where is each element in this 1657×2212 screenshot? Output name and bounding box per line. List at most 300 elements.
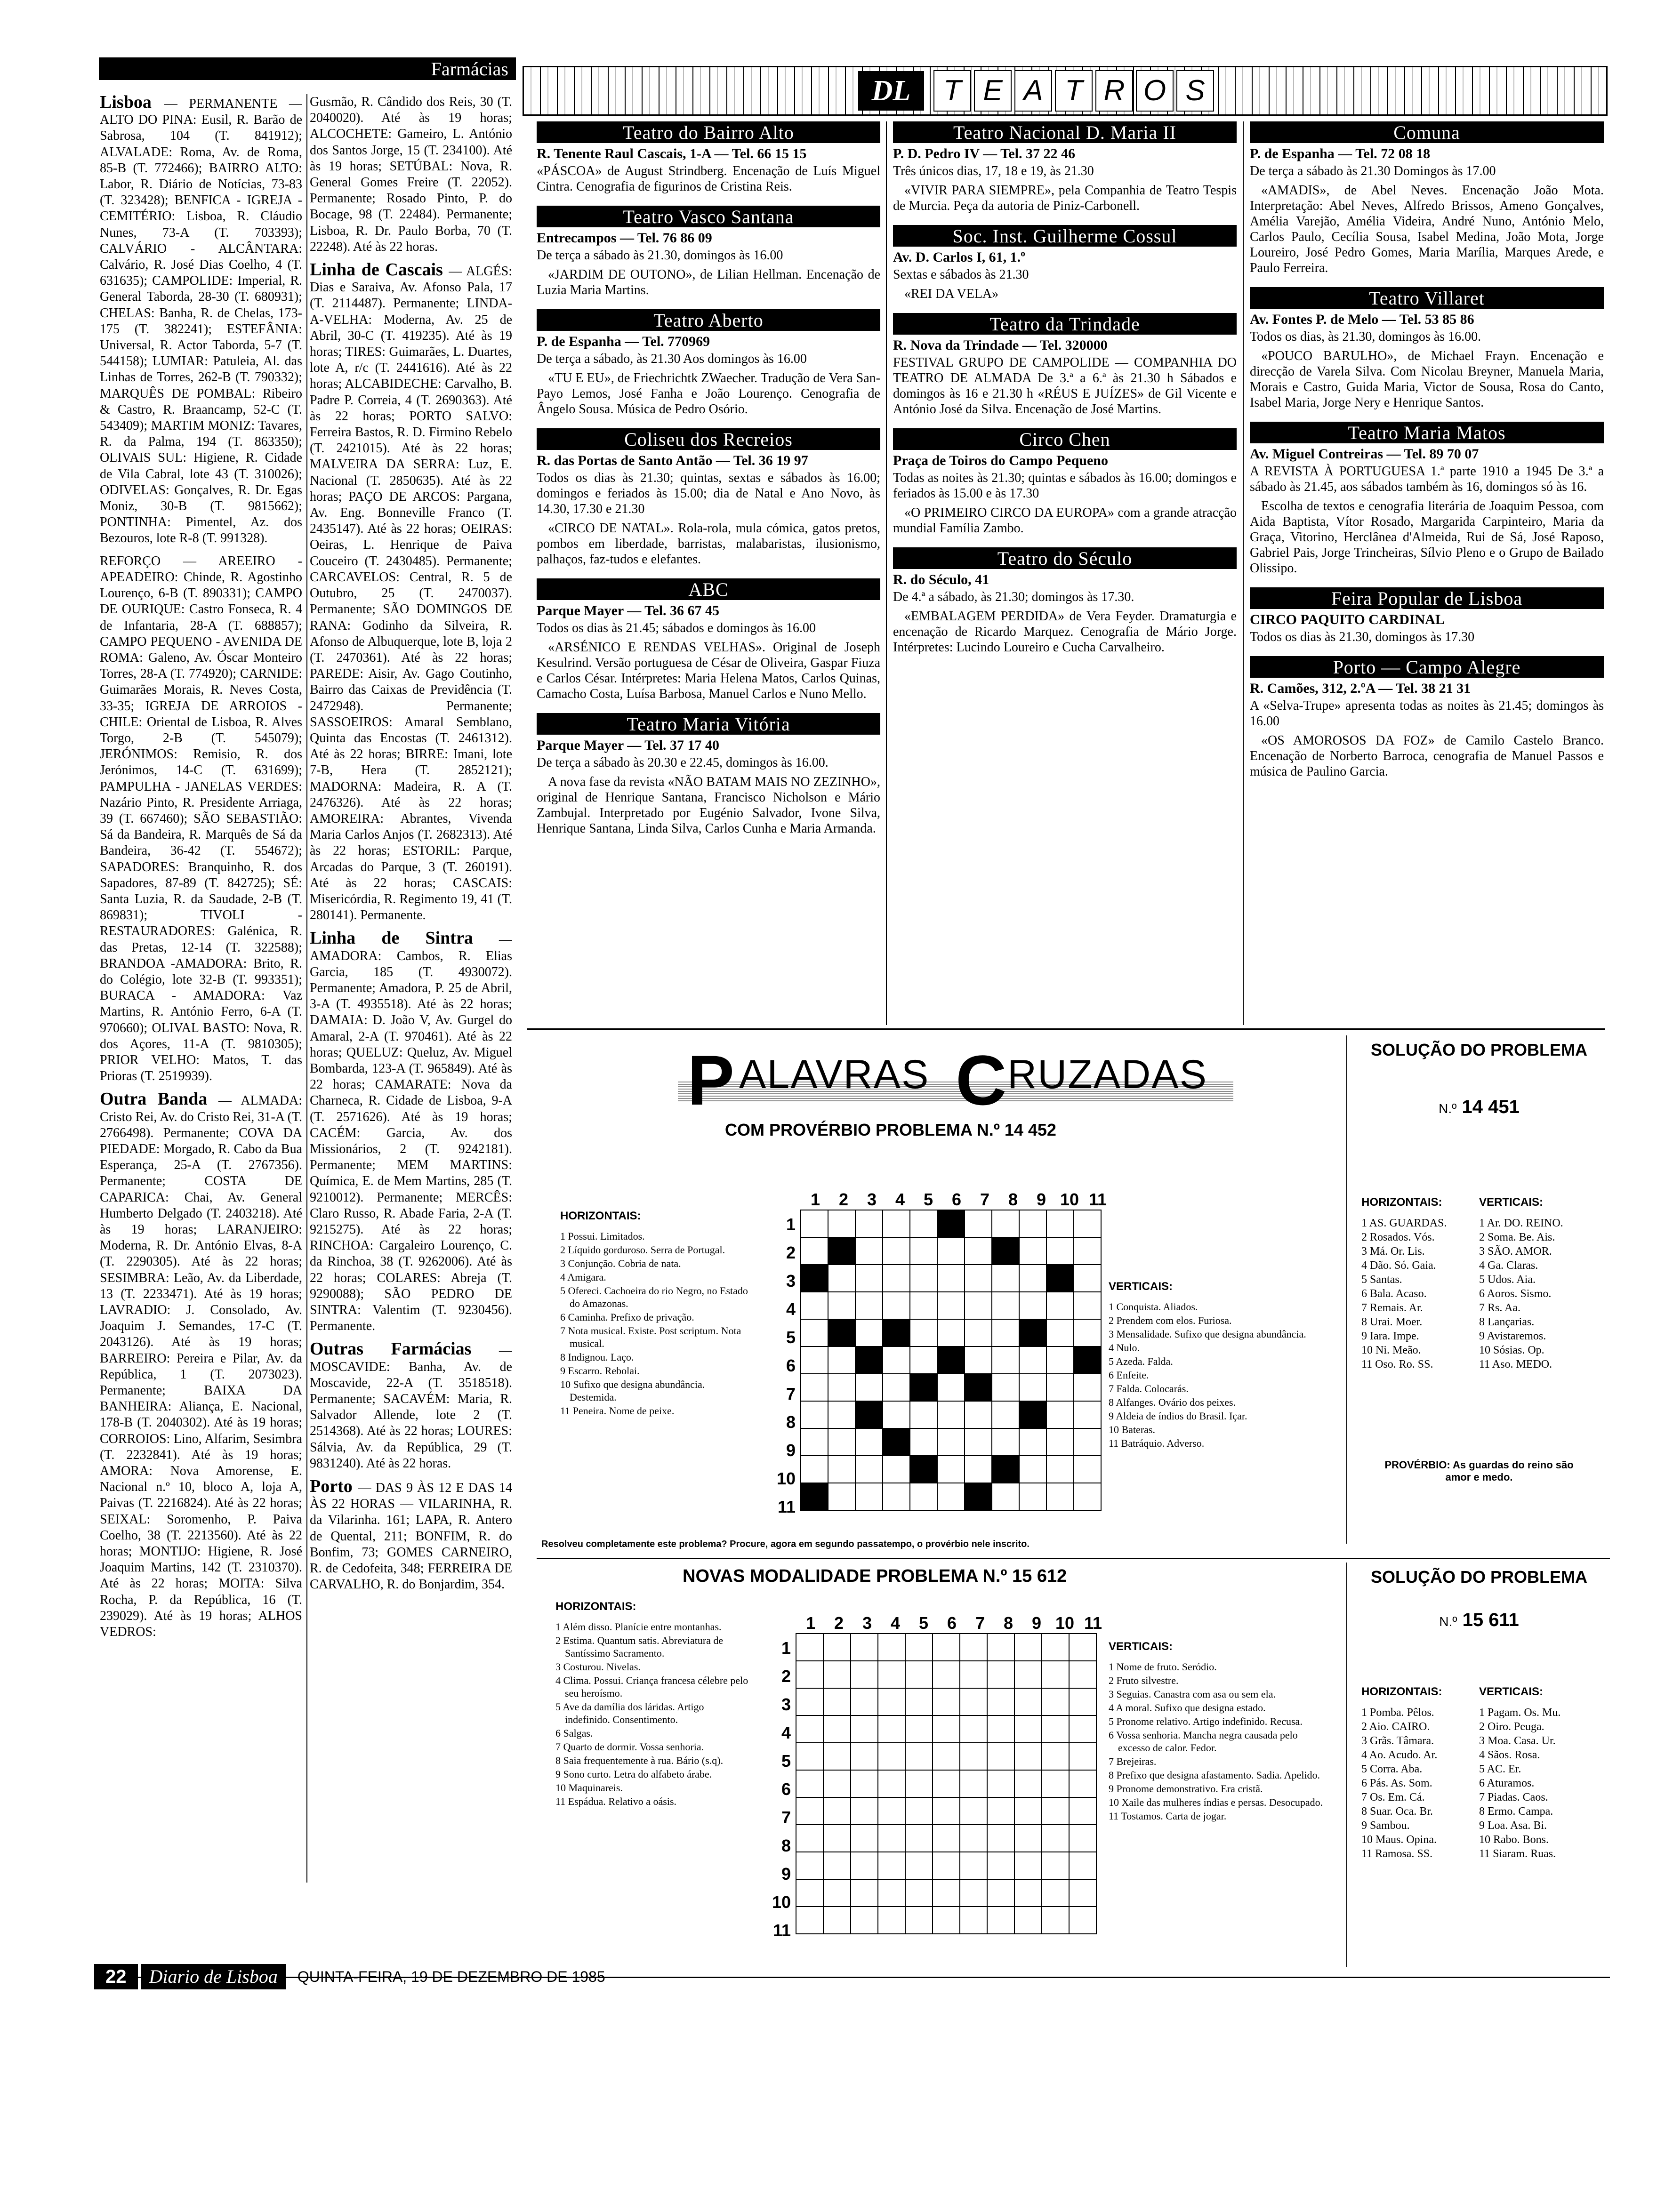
grid-cell[interactable] xyxy=(992,1265,1019,1292)
grid-cell[interactable] xyxy=(933,1879,960,1907)
clue-vertical: 5 Pronome relativo. Artigo indefinido. Recusa. xyxy=(1109,1715,1303,1727)
row-number: 8 xyxy=(781,1836,791,1855)
grid-cell[interactable] xyxy=(960,1770,987,1797)
grid-cell[interactable] xyxy=(1019,1265,1046,1292)
theatre-header: Teatro Aberto xyxy=(537,309,880,331)
grid-cell[interactable] xyxy=(992,1401,1019,1428)
grid-cell[interactable] xyxy=(883,1401,910,1428)
grid-cell[interactable] xyxy=(851,1715,878,1743)
solution-vertical: 10 Rabo. Bons. xyxy=(1479,1834,1549,1846)
grid-cell[interactable] xyxy=(851,1907,878,1934)
crossword-2-subtitle: NOVAS MODALIDADE PROBLEMA N.º 15 612 xyxy=(683,1566,1067,1586)
grid-cell[interactable] xyxy=(937,1401,965,1428)
grid-cell[interactable] xyxy=(823,1715,851,1743)
grid-cell[interactable] xyxy=(987,1797,1014,1825)
pharmacy-list: REFORÇO — AREEIRO -APEADEIRO: Chinde, R. Agostinho Lourenço, 6-B (T. 890331); CAMPO DE OURIQUE: Castro Fonseca, R. 4 de Infantaria, 28-A (T. 688857); CAMPO PEQUENO - AVENIDA DE ROMA: Galeno, Av. Óscar Monteiro Torres, 28-A (T. 774920); CARNIDE: Guimarães Morais, R. Neves Costa, 33-35; IGREJA DE ARROIOS - CHILE: Oriental de Lisboa, R. Alves Torgo, 2-B (T. 545079); JERÓNIMOS: Remisio, R. dos Jerónimos, 14-C (T. 631699); PAMPULHA - JANELAS VERDES: Nazário Pinto, R. Presidente Arriaga, 39 (T. 667460); SÃO SEBASTIÃO: Sá da Bandeira, R. Marquês de Sá da Bandeira, 36-42 (T. 554672); SAPADORES: Branquinho, R. dos Sapadores, 87-89 (T. 842725); SÉ: Santa Luzia, R. da Saudade, 2-B (T. 869831); TIVOLI - RESTAURADORES: Galénica, R. das Pretas, 12-14 (T. 322588); BRANDOA -AMADORA: Brito, R. do Colégio, lote 32-B (T. 993351); BURACA - AMADORA: Vaz Martins, R. António Ferro, 6-A (T. 970660); OLIVAL BASTO: Nova, R. dos Açores, 11-A (T. 9810305); PRIOR VELHO: Matos, T. das Prioras (T. 2519939). xyxy=(100,553,302,1084)
crossword-1-subtitle: COM PROVÉRBIO PROBLEMA N.º 14 452 xyxy=(725,1120,1056,1139)
column-number: 8 xyxy=(1003,1613,1014,1633)
grid-cell[interactable] xyxy=(828,1374,855,1401)
grid-cell[interactable] xyxy=(828,1428,855,1456)
theatre-header: Circo Chen xyxy=(893,428,1237,450)
grid-cell[interactable] xyxy=(801,1237,828,1265)
grid-cell[interactable] xyxy=(883,1292,910,1319)
grid-cell[interactable] xyxy=(828,1292,855,1319)
grid-cell[interactable] xyxy=(1014,1825,1042,1852)
grid-cell[interactable] xyxy=(823,1661,851,1688)
grid-cell[interactable] xyxy=(1074,1401,1101,1428)
crossword-title: P ALAVRAS C RUZADAS xyxy=(678,1045,1196,1106)
grid-cell[interactable] xyxy=(796,1634,823,1661)
grid-cell[interactable] xyxy=(851,1879,878,1907)
theatre-info: De terça a sábado às 21.30 Domingos às 17.00 xyxy=(1250,164,1496,178)
grid-cell[interactable] xyxy=(1042,1688,1069,1715)
grid-cell[interactable] xyxy=(878,1907,905,1934)
crossword-2 xyxy=(537,1563,1337,1967)
grid-cell[interactable] xyxy=(878,1661,905,1688)
grid-cell[interactable] xyxy=(1042,1743,1069,1770)
grid-cell[interactable] xyxy=(851,1688,878,1715)
grid-cell[interactable] xyxy=(796,1743,823,1770)
grid-cell[interactable] xyxy=(965,1210,992,1237)
grid-cell[interactable] xyxy=(801,1428,828,1456)
grid-cell[interactable] xyxy=(1069,1715,1096,1743)
grid-cell[interactable] xyxy=(1069,1634,1096,1661)
row-number: 2 xyxy=(781,1667,791,1686)
crossword-1-column-numbers xyxy=(801,1190,1112,1210)
grid-cell[interactable] xyxy=(883,1456,910,1483)
clue-horizontal: 5 Ofereci. Cachoeira do rio Negro, no Estado do Amazonas. xyxy=(560,1285,748,1309)
pharmacy-region: Linha de Sintra xyxy=(310,928,499,948)
grid-cell[interactable] xyxy=(1014,1743,1042,1770)
grid-cell[interactable] xyxy=(1046,1428,1074,1456)
grid-cell[interactable] xyxy=(801,1456,828,1483)
grid-cell[interactable] xyxy=(1074,1319,1101,1346)
banner-letter: O xyxy=(1136,70,1174,112)
grid-cell[interactable] xyxy=(1074,1265,1101,1292)
grid-cell[interactable] xyxy=(910,1428,937,1456)
clue-vertical: 6 Enfeite. xyxy=(1109,1369,1149,1381)
grid-cell[interactable] xyxy=(801,1292,828,1319)
crossword-1-verticais: VERTICAIS: 1 Conquista. Aliados. 2 Prendem com elos. Furiosa. 3 Mensalidade. Sufixo que designa abundância. 4 Nulo. 5 Azeda. Falda. 6 Enfeite. 7 Falda. Colocarás. 8 Alfanges. Ovário dos peixes. 9 Aldeia de índios do Brasil. Içar. 10 Bateras. 11 Batráquio. Adverso. xyxy=(1109,1280,1316,1451)
column-number: 4 xyxy=(890,1613,901,1633)
solution-horizontal: 9 Sambou. xyxy=(1361,1819,1410,1832)
grid-cell[interactable] xyxy=(1069,1879,1096,1907)
clue-vertical: 4 A moral. Sufixo que designa estado. xyxy=(1109,1702,1266,1714)
grid-cell[interactable] xyxy=(801,1346,828,1374)
farmacias-header: Farmácias xyxy=(99,57,516,80)
grid-cell[interactable] xyxy=(1074,1374,1101,1401)
grid-cell[interactable] xyxy=(883,1483,910,1510)
grid-cell[interactable] xyxy=(987,1715,1014,1743)
grid-cell[interactable] xyxy=(992,1374,1019,1401)
theatre-info: Todos os dias às 21.30; quintas, sextas e sábados às 16.00; domingos e feriados às 15.00; dia de Natal e Ano Novo, às 14.30, 17.30 e 21.30 xyxy=(537,471,880,516)
theatre-header: Teatro Villaret xyxy=(1250,287,1604,309)
grid-cell[interactable] xyxy=(883,1237,910,1265)
grid-cell[interactable] xyxy=(828,1401,855,1428)
pharmacy-region: Linha de Cascais xyxy=(310,260,449,280)
grid-cell[interactable] xyxy=(905,1661,933,1688)
black-cell xyxy=(1019,1401,1046,1428)
solution-horizontal: 4 Dão. Só. Gaia. xyxy=(1361,1259,1436,1272)
grid-cell[interactable] xyxy=(1046,1346,1074,1374)
grid-cell[interactable] xyxy=(987,1852,1014,1879)
grid-cell[interactable] xyxy=(933,1715,960,1743)
grid-cell[interactable] xyxy=(910,1237,937,1265)
banner-letter: E xyxy=(974,70,1012,112)
column-number: 2 xyxy=(834,1613,844,1633)
grid-cell[interactable] xyxy=(796,1770,823,1797)
grid-cell[interactable] xyxy=(1014,1852,1042,1879)
grid-cell[interactable] xyxy=(855,1265,883,1292)
grid-cell[interactable] xyxy=(905,1634,933,1661)
grid-cell[interactable] xyxy=(910,1319,937,1346)
grid-cell[interactable] xyxy=(828,1483,855,1510)
grid-cell[interactable] xyxy=(905,1879,933,1907)
grid-cell[interactable] xyxy=(1074,1210,1101,1237)
grid-cell[interactable] xyxy=(965,1319,992,1346)
grid-cell[interactable] xyxy=(1074,1237,1101,1265)
grid-cell[interactable] xyxy=(855,1374,883,1401)
grid-cell[interactable] xyxy=(992,1319,1019,1346)
solution-horizontal: 5 Corra. Aba. xyxy=(1361,1763,1423,1775)
grid-cell[interactable] xyxy=(933,1743,960,1770)
grid-cell[interactable] xyxy=(1014,1661,1042,1688)
grid-cell[interactable] xyxy=(960,1743,987,1770)
grid-cell[interactable] xyxy=(960,1907,987,1934)
grid-cell[interactable] xyxy=(960,1634,987,1661)
grid-cell[interactable] xyxy=(905,1770,933,1797)
grid-cell[interactable] xyxy=(1046,1456,1074,1483)
clue-vertical: 5 Azeda. Falda. xyxy=(1109,1355,1173,1367)
grid-cell[interactable] xyxy=(933,1634,960,1661)
grid-cell[interactable] xyxy=(937,1319,965,1346)
grid-cell[interactable] xyxy=(878,1770,905,1797)
solution-vertical: 10 Sósias. Op. xyxy=(1479,1344,1544,1356)
black-cell xyxy=(855,1401,883,1428)
grid-cell[interactable] xyxy=(878,1715,905,1743)
grid-cell[interactable] xyxy=(1042,1797,1069,1825)
grid-cell[interactable] xyxy=(801,1374,828,1401)
grid-cell[interactable] xyxy=(937,1265,965,1292)
solution-horizontal: 3 Grãs. Tâmara. xyxy=(1361,1735,1434,1747)
grid-cell[interactable] xyxy=(933,1770,960,1797)
grid-cell[interactable] xyxy=(1019,1374,1046,1401)
grid-cell[interactable] xyxy=(1074,1456,1101,1483)
grid-cell[interactable] xyxy=(823,1634,851,1661)
grid-cell[interactable] xyxy=(1042,1852,1069,1879)
grid-cell[interactable] xyxy=(883,1265,910,1292)
grid-cell[interactable] xyxy=(855,1319,883,1346)
grid-cell[interactable] xyxy=(823,1879,851,1907)
grid-cell[interactable] xyxy=(987,1907,1014,1934)
theatre-info: Sextas e sábados às 21.30 xyxy=(893,267,1029,282)
black-cell xyxy=(855,1346,883,1374)
grid-cell[interactable] xyxy=(851,1634,878,1661)
grid-cell[interactable] xyxy=(965,1237,992,1265)
grid-cell[interactable] xyxy=(960,1661,987,1688)
grid-cell[interactable] xyxy=(878,1688,905,1715)
grid-cell[interactable] xyxy=(992,1210,1019,1237)
grid-cell[interactable] xyxy=(965,1456,992,1483)
theatre-address: Av. D. Carlos I, 61, 1.º xyxy=(893,249,1026,265)
grid-cell[interactable] xyxy=(878,1797,905,1825)
grid-cell[interactable] xyxy=(1069,1825,1096,1852)
theatre-info: «ARSÉNICO E RENDAS VELHAS». Original de Joseph Kesulrind. Versão portuguesa de César de Oliveira, Gaspar Fiuza e Carlos César. Intérpretes: Maria Helena Matos, Carlos Quinas, Camacho Costa, Luísa Barbosa, Manuel Carlos e Nuno Mello. xyxy=(537,640,880,701)
grid-cell[interactable] xyxy=(823,1770,851,1797)
grid-cell[interactable] xyxy=(933,1825,960,1852)
grid-cell[interactable] xyxy=(937,1456,965,1483)
grid-cell[interactable] xyxy=(1046,1237,1074,1265)
grid-cell[interactable] xyxy=(1046,1319,1074,1346)
grid-cell[interactable] xyxy=(1042,1715,1069,1743)
grid-cell[interactable] xyxy=(828,1265,855,1292)
grid-cell[interactable] xyxy=(796,1688,823,1715)
grid-cell[interactable] xyxy=(855,1210,883,1237)
grid-cell[interactable] xyxy=(1074,1483,1101,1510)
grid-cell[interactable] xyxy=(965,1401,992,1428)
grid-cell[interactable] xyxy=(905,1688,933,1715)
grid-cell[interactable] xyxy=(1042,1661,1069,1688)
grid-cell[interactable] xyxy=(992,1346,1019,1374)
grid-cell[interactable] xyxy=(965,1292,992,1319)
grid-cell[interactable] xyxy=(851,1825,878,1852)
grid-cell[interactable] xyxy=(855,1456,883,1483)
grid-cell[interactable] xyxy=(987,1743,1014,1770)
grid-cell[interactable] xyxy=(878,1852,905,1879)
grid-cell[interactable] xyxy=(1046,1210,1074,1237)
grid-cell[interactable] xyxy=(796,1825,823,1852)
grid-cell[interactable] xyxy=(1014,1770,1042,1797)
clue-horizontal: 5 Ave da damília dos láridas. Artigo indefinido. Consentimento. xyxy=(555,1701,704,1725)
grid-cell[interactable] xyxy=(1019,1428,1046,1456)
grid-cell[interactable] xyxy=(933,1661,960,1688)
grid-cell[interactable] xyxy=(905,1715,933,1743)
grid-cell[interactable] xyxy=(855,1428,883,1456)
farmacias-column-1 xyxy=(100,94,302,1887)
grid-cell[interactable] xyxy=(1042,1634,1069,1661)
grid-cell[interactable] xyxy=(960,1879,987,1907)
grid-cell[interactable] xyxy=(1069,1743,1096,1770)
masthead-logo: Diario de Lisboa xyxy=(141,1964,286,1989)
grid-cell[interactable] xyxy=(910,1292,937,1319)
grid-cell[interactable] xyxy=(933,1688,960,1715)
grid-cell[interactable] xyxy=(1019,1210,1046,1237)
grid-cell[interactable] xyxy=(910,1346,937,1374)
grid-cell[interactable] xyxy=(796,1797,823,1825)
grid-cell[interactable] xyxy=(905,1825,933,1852)
crossword-1-grid[interactable] xyxy=(800,1210,1102,1511)
crossword-2-grid[interactable] xyxy=(796,1633,1097,1934)
grid-cell[interactable] xyxy=(851,1743,878,1770)
grid-cell[interactable] xyxy=(933,1797,960,1825)
column-number: 6 xyxy=(947,1613,957,1633)
grid-cell[interactable] xyxy=(1046,1374,1074,1401)
crossword-1-footer: Resolveu completamente este problema? Procure, agora em segundo passatempo, o provérbio nele inscrito. xyxy=(541,1539,1030,1549)
grid-cell[interactable] xyxy=(960,1797,987,1825)
grid-cell[interactable] xyxy=(1042,1907,1069,1934)
grid-cell[interactable] xyxy=(910,1265,937,1292)
grid-cell[interactable] xyxy=(960,1715,987,1743)
grid-cell[interactable] xyxy=(987,1879,1014,1907)
grid-cell[interactable] xyxy=(937,1483,965,1510)
grid-cell[interactable] xyxy=(878,1634,905,1661)
theatre-info: «JARDIM DE OUTONO», de Lilian Hellman. Encenação de Luzia Maria Martins. xyxy=(537,267,880,297)
grid-cell[interactable] xyxy=(992,1428,1019,1456)
black-cell xyxy=(937,1210,965,1237)
page-number: 22 xyxy=(94,1964,138,1989)
clue-horizontal: 4 Clima. Possui. Criança francesa célebre pelo seu heroísmo. xyxy=(555,1675,748,1699)
grid-cell[interactable] xyxy=(905,1797,933,1825)
solution-vertical: 2 Soma. Be. Ais. xyxy=(1479,1231,1555,1243)
grid-cell[interactable] xyxy=(1019,1456,1046,1483)
grid-cell[interactable] xyxy=(828,1456,855,1483)
grid-cell[interactable] xyxy=(823,1797,851,1825)
theatre-info: A nova fase da revista «NÃO BATAM MAIS NO ZEZINHO», original de Henrique Santana, Francisco Nicholson e Mário Zambujal. Interpretado por Eugénio Salvador, Ivone Silva, Henrique Santana, Linda Silva, Carlos Cunha e Maria Armanda. xyxy=(537,775,880,836)
grid-cell[interactable] xyxy=(828,1210,855,1237)
grid-cell[interactable] xyxy=(1019,1237,1046,1265)
grid-cell[interactable] xyxy=(1019,1292,1046,1319)
grid-cell[interactable] xyxy=(1069,1688,1096,1715)
grid-cell[interactable] xyxy=(937,1428,965,1456)
grid-cell[interactable] xyxy=(987,1825,1014,1852)
grid-cell[interactable] xyxy=(1069,1661,1096,1688)
grid-cell[interactable] xyxy=(905,1907,933,1934)
teatros-banner xyxy=(523,66,1608,116)
solution-horizontal: 10 Ni. Meão. xyxy=(1361,1344,1421,1356)
grid-cell[interactable] xyxy=(910,1210,937,1237)
grid-cell[interactable] xyxy=(1019,1346,1046,1374)
grid-cell[interactable] xyxy=(1042,1770,1069,1797)
solution-2: SOLUÇÃO DO PROBLEMA N.º 15 611 HORIZONTAIS: 1 Pomba. Pêlos. 2 Aio. CAIRO. 3 Grãs. Tâmara. 4 Ao. Acudo. Ar. 5 Corra. Aba. 6 Pás. As. Som. 7 Os. Em. Cá. 8 Suar. Oca. Br. 9 Sambou. 10 Maus. Opina. 11 Ramosa. SS. VERTICAIS: 1 Pagam. Os. Mu. 2 Oiro. Peuga. 3 Moa. Casa. Ur. 4 Sãos. Rosa. 5 AC. Er. 6 Aturamos. 7 Piadas. Caos. 8 Ermo. Campa. 9 Loa. Asa. Bi. 10 Rabo. Bons. 11 Siaram. Ruas. xyxy=(1346,1563,1611,1967)
grid-cell[interactable] xyxy=(910,1401,937,1428)
grid-cell[interactable] xyxy=(1074,1428,1101,1456)
grid-cell[interactable] xyxy=(823,1907,851,1934)
grid-cell[interactable] xyxy=(1069,1797,1096,1825)
grid-cell[interactable] xyxy=(828,1346,855,1374)
theatre-info: «VIVIR PARA SIEMPRE», pela Companhia de Teatro Tespis de Murcia. Peça da autoria de Piniz-Carbonell. xyxy=(893,183,1237,213)
grid-cell[interactable] xyxy=(1069,1852,1096,1879)
grid-cell[interactable] xyxy=(883,1210,910,1237)
row-number: 4 xyxy=(781,1723,791,1742)
clue-horizontal: 9 Escarro. Rebolai. xyxy=(560,1365,640,1377)
grid-cell[interactable] xyxy=(933,1907,960,1934)
grid-cell[interactable] xyxy=(823,1688,851,1715)
grid-cell[interactable] xyxy=(878,1743,905,1770)
grid-cell[interactable] xyxy=(878,1879,905,1907)
theatre-address: Entrecampos — Tel. 76 86 09 xyxy=(537,230,712,246)
clue-horizontal: 2 Estima. Quantum satis. Abreviatura de Santíssimo Sacramento. xyxy=(555,1635,724,1659)
grid-cell[interactable] xyxy=(851,1661,878,1688)
grid-cell[interactable] xyxy=(965,1428,992,1456)
grid-cell[interactable] xyxy=(796,1852,823,1879)
grid-cell[interactable] xyxy=(937,1374,965,1401)
solution-horizontal: 6 Pás. As. Som. xyxy=(1361,1777,1432,1789)
grid-cell[interactable] xyxy=(960,1688,987,1715)
grid-cell[interactable] xyxy=(1014,1907,1042,1934)
grid-cell[interactable] xyxy=(801,1401,828,1428)
grid-cell[interactable] xyxy=(855,1292,883,1319)
grid-cell[interactable] xyxy=(1014,1797,1042,1825)
grid-cell[interactable] xyxy=(801,1210,828,1237)
column-number: 7 xyxy=(975,1613,985,1633)
theatre-info: Três únicos dias, 17, 18 e 19, às 21.30 xyxy=(893,164,1094,178)
grid-cell[interactable] xyxy=(851,1797,878,1825)
grid-cell[interactable] xyxy=(883,1346,910,1374)
black-cell xyxy=(910,1456,937,1483)
grid-cell[interactable] xyxy=(992,1483,1019,1510)
grid-cell[interactable] xyxy=(960,1825,987,1852)
grid-cell[interactable] xyxy=(1014,1715,1042,1743)
black-cell xyxy=(937,1346,965,1374)
grid-cell[interactable] xyxy=(992,1292,1019,1319)
clue-horizontal: 7 Quarto de dormir. Vossa senhoria. xyxy=(555,1741,704,1753)
grid-cell[interactable] xyxy=(987,1634,1014,1661)
solution-vertical: 1 Ar. DO. REINO. xyxy=(1479,1217,1563,1229)
theatre-info: De terça a sábado, às 21.30 Aos domingos às 16.00 xyxy=(537,352,807,366)
grid-cell[interactable] xyxy=(1014,1634,1042,1661)
grid-cell[interactable] xyxy=(937,1237,965,1265)
grid-cell[interactable] xyxy=(937,1292,965,1319)
grid-cell[interactable] xyxy=(823,1743,851,1770)
grid-cell[interactable] xyxy=(801,1319,828,1346)
theatre-header: Comuna xyxy=(1250,121,1604,143)
clue-horizontal: 8 Indignou. Laço. xyxy=(560,1351,634,1363)
grid-cell[interactable] xyxy=(987,1770,1014,1797)
grid-cell[interactable] xyxy=(823,1852,851,1879)
grid-cell[interactable] xyxy=(1069,1907,1096,1934)
grid-cell[interactable] xyxy=(965,1265,992,1292)
grid-cell[interactable] xyxy=(965,1346,992,1374)
grid-cell[interactable] xyxy=(851,1852,878,1879)
grid-cell[interactable] xyxy=(1069,1770,1096,1797)
clue-vertical: 2 Fruto silvestre. xyxy=(1109,1675,1179,1686)
grid-cell[interactable] xyxy=(855,1483,883,1510)
grid-cell[interactable] xyxy=(796,1715,823,1743)
grid-cell[interactable] xyxy=(796,1661,823,1688)
teatros-divider-2 xyxy=(1243,121,1244,1025)
grid-cell[interactable] xyxy=(1014,1879,1042,1907)
grid-cell[interactable] xyxy=(1014,1688,1042,1715)
grid-cell[interactable] xyxy=(851,1770,878,1797)
grid-cell[interactable] xyxy=(855,1237,883,1265)
grid-cell[interactable] xyxy=(1046,1292,1074,1319)
grid-cell[interactable] xyxy=(823,1825,851,1852)
pharmacy-list: — ALMADA: Cristo Rei, Av. do Cristo Rei, 31-A (T. 2766498). Permanente; COVA DA PIEDADE: Morgado, R. Cabo da Bua Esperança, 25-A (T. 2767356). Permanente; COSTA DE CAPARICA: Chai, Av. General Humberto Delgado (T. 2403218). Até às 19 horas; LARANJEIRO: Moderna, R. Dr. António Elvas, 8-A (T. 2290305). Até às 22 horas; SESIMBRA: Leão, Av. da Liberdade, 13 (T. 2233471). Até às 19 horas; LAVRADIO: J. Consolado, Av. Joaquim J. Semandes, 17-C (T. 2043126). Até às 19 horas; BARREIRO: Pereira e Pilar, Av. da República, 1 (T. 2073023). Permanente; BAIXA DA BANHEIRA: Aliança, E. Nacional, 178-B (T. 2040302). Até às 19 horas; CORROIOS: Lino, Alfarim, Sesimbra (T. 2232841). Até às 19 horas; AMORA: Nova Amorense, E. Nacional n.º 10, bloco A, loja A, Paivas (T. 2216824). Até às 22 horas; SEIXAL: Soromenho, P. Paiva Coelho, 38 (T. 2213560). Até às 22 horas; MONTIJO: Higiene, R. José Joaquim Martins, 142 (T. 2310370). Até às 22 horas; MOITA: Silva Rocha, P. da República, 16 (T. 239029). Até às 19 horas; ALHOS VEDROS: xyxy=(100,1093,302,1640)
grid-cell[interactable] xyxy=(933,1852,960,1879)
grid-cell[interactable] xyxy=(1046,1483,1074,1510)
grid-cell[interactable] xyxy=(1042,1879,1069,1907)
grid-cell[interactable] xyxy=(960,1852,987,1879)
solution-horizontal: 8 Suar. Oca. Br. xyxy=(1361,1805,1433,1818)
grid-cell[interactable] xyxy=(878,1825,905,1852)
grid-cell[interactable] xyxy=(905,1743,933,1770)
grid-cell[interactable] xyxy=(883,1374,910,1401)
grid-cell[interactable] xyxy=(1074,1292,1101,1319)
grid-cell[interactable] xyxy=(1019,1483,1046,1510)
grid-cell[interactable] xyxy=(987,1661,1014,1688)
grid-cell[interactable] xyxy=(796,1907,823,1934)
grid-cell[interactable] xyxy=(987,1688,1014,1715)
grid-cell[interactable] xyxy=(905,1852,933,1879)
grid-cell[interactable] xyxy=(1046,1401,1074,1428)
grid-cell[interactable] xyxy=(1042,1825,1069,1852)
grid-cell[interactable] xyxy=(796,1879,823,1907)
column-number: 2 xyxy=(838,1190,849,1209)
teatros-column-1 xyxy=(537,121,880,1020)
grid-cell[interactable] xyxy=(910,1483,937,1510)
solution-vertical: 11 Aso. MEDO. xyxy=(1479,1358,1552,1370)
black-cell xyxy=(828,1319,855,1346)
